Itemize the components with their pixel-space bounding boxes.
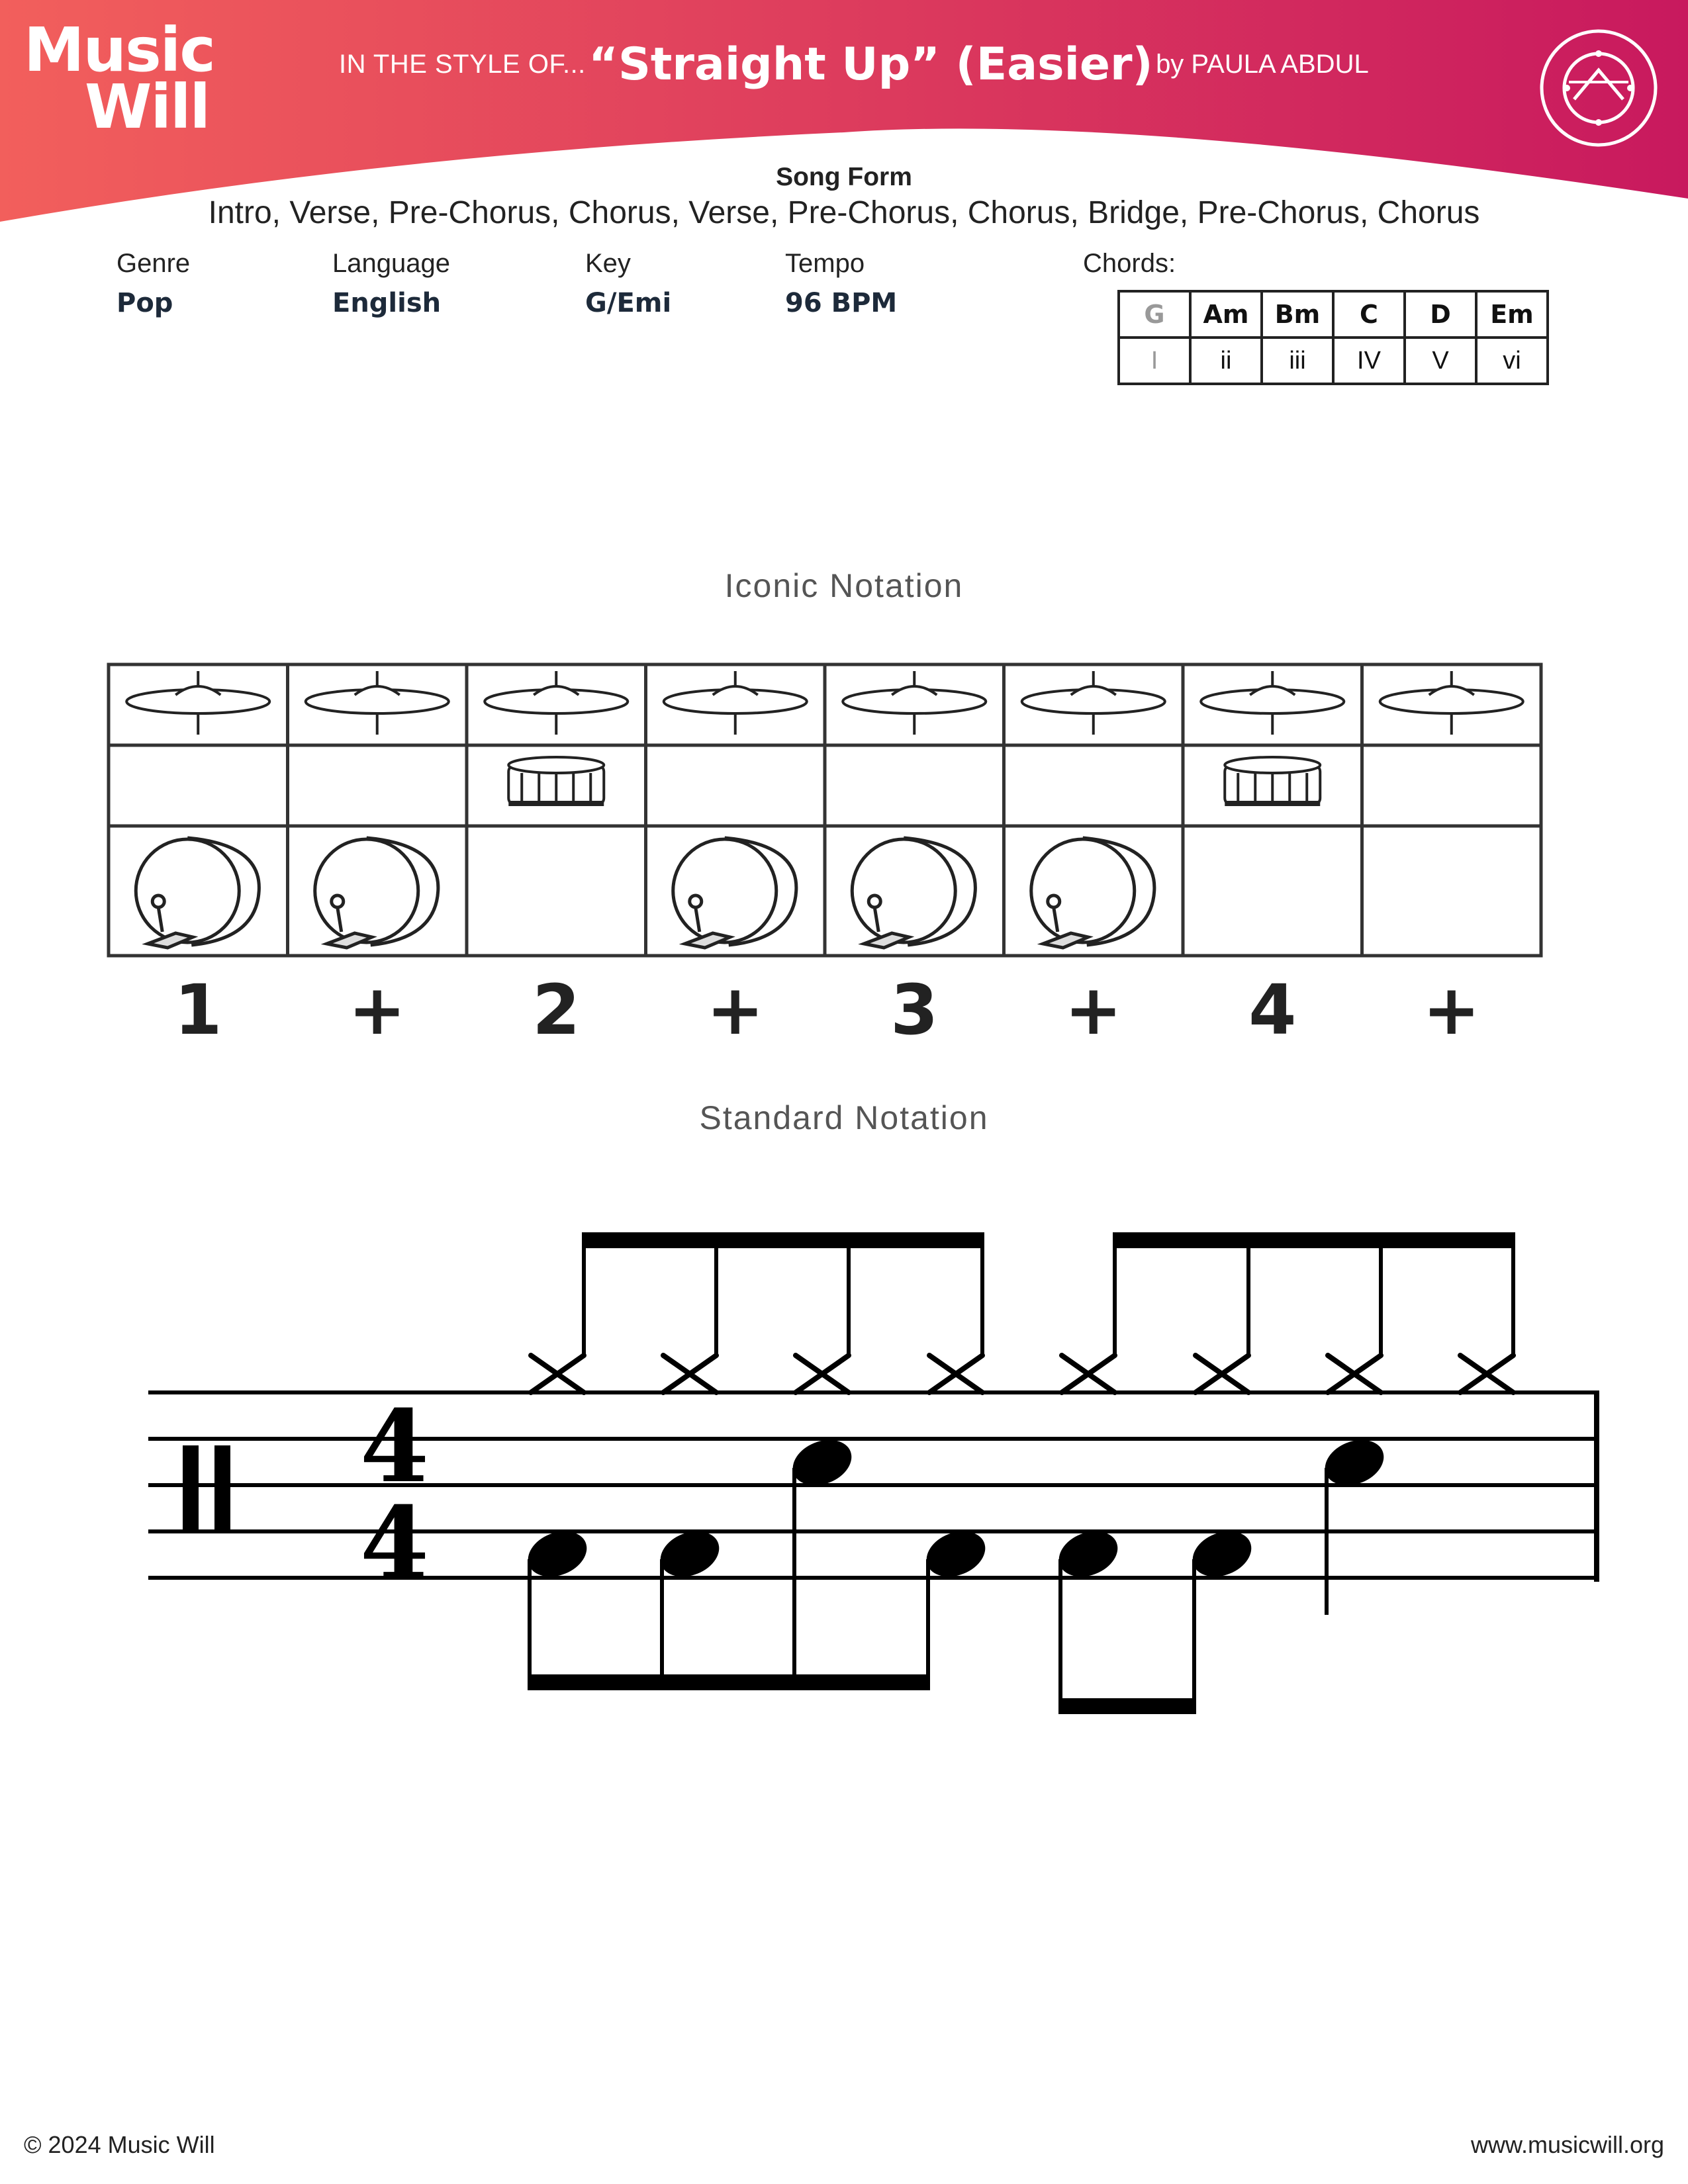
iconic-notation-title: Iconic Notation xyxy=(724,567,964,604)
song-form-title: Song Form xyxy=(776,163,912,191)
style-prefix: IN THE STYLE OF... xyxy=(339,50,586,79)
chord-name: Am xyxy=(1190,291,1262,338)
beat-count: + xyxy=(1064,970,1123,1050)
standard-notation-title: Standard Notation xyxy=(699,1099,989,1136)
chord-name: Em xyxy=(1476,291,1548,338)
kick-note xyxy=(1052,1523,1124,1706)
kick-note xyxy=(653,1523,726,1681)
song-title: “Straight Up” (Easier) xyxy=(588,38,1153,91)
kick-beam xyxy=(1058,1698,1196,1714)
chord-numeral: IV xyxy=(1333,338,1405,384)
chord-numeral: I xyxy=(1119,338,1190,384)
hihat-note xyxy=(929,1239,982,1392)
hihat-note xyxy=(796,1239,849,1392)
beat-count: + xyxy=(1423,970,1481,1050)
tempo-value: 96 BPM xyxy=(785,288,898,318)
time-signature xyxy=(360,1388,429,1602)
beat-count: 4 xyxy=(1248,970,1297,1050)
kick-beam xyxy=(528,1674,930,1690)
snare-note xyxy=(786,1432,858,1681)
hihat-note xyxy=(1196,1239,1248,1392)
chords-label: Chords: xyxy=(1083,249,1176,278)
tempo-label: Tempo xyxy=(785,249,865,278)
hihat-note xyxy=(1460,1239,1513,1392)
key-label: Key xyxy=(585,249,631,278)
beat-count: 3 xyxy=(890,970,939,1050)
beat-count: 2 xyxy=(532,970,581,1050)
hihat-note xyxy=(531,1239,584,1392)
svg-text:4: 4 xyxy=(359,1388,430,1505)
genre-value: Pop xyxy=(117,288,173,318)
website-link[interactable]: www.musicwill.org xyxy=(1470,2131,1664,2158)
kick-note xyxy=(1186,1523,1258,1706)
song-form-text: Intro, Verse, Pre-Chorus, Chorus, Verse, Pre-Chorus, Chorus, Bridge, Pre-Chorus, Chorus xyxy=(208,195,1480,230)
chord-name: G xyxy=(1119,291,1190,338)
percussion-clef xyxy=(183,1445,230,1530)
copyright: © 2024 Music Will xyxy=(24,2131,215,2158)
chord-numeral: V xyxy=(1405,338,1476,384)
chord-numeral: ii xyxy=(1190,338,1262,384)
hihat-beam xyxy=(582,1232,984,1248)
chord-name: C xyxy=(1333,291,1405,338)
snare-note xyxy=(1318,1432,1390,1615)
hihat-beam xyxy=(1113,1232,1515,1248)
genre-label: Genre xyxy=(117,249,191,278)
chord-numeral: iii xyxy=(1262,338,1333,384)
beat-count: 1 xyxy=(174,970,222,1050)
beat-count: + xyxy=(706,970,765,1050)
svg-text:4: 4 xyxy=(359,1485,430,1602)
chord-name: D xyxy=(1405,291,1476,338)
music-will-logo: Music Will xyxy=(24,15,214,142)
beat-count: + xyxy=(348,970,406,1050)
hihat-note xyxy=(1062,1239,1115,1392)
language-label: Language xyxy=(332,249,450,278)
chord-name: Bm xyxy=(1262,291,1333,338)
artist-credit: by PAULA ABDUL xyxy=(1156,50,1369,79)
kick-note xyxy=(919,1523,992,1681)
hihat-note xyxy=(663,1239,716,1392)
chord-numeral: vi xyxy=(1476,338,1548,384)
language-value: English xyxy=(332,288,442,318)
kick-note xyxy=(521,1523,593,1681)
hihat-note xyxy=(1328,1239,1381,1392)
key-value: G/Emi xyxy=(585,288,672,318)
